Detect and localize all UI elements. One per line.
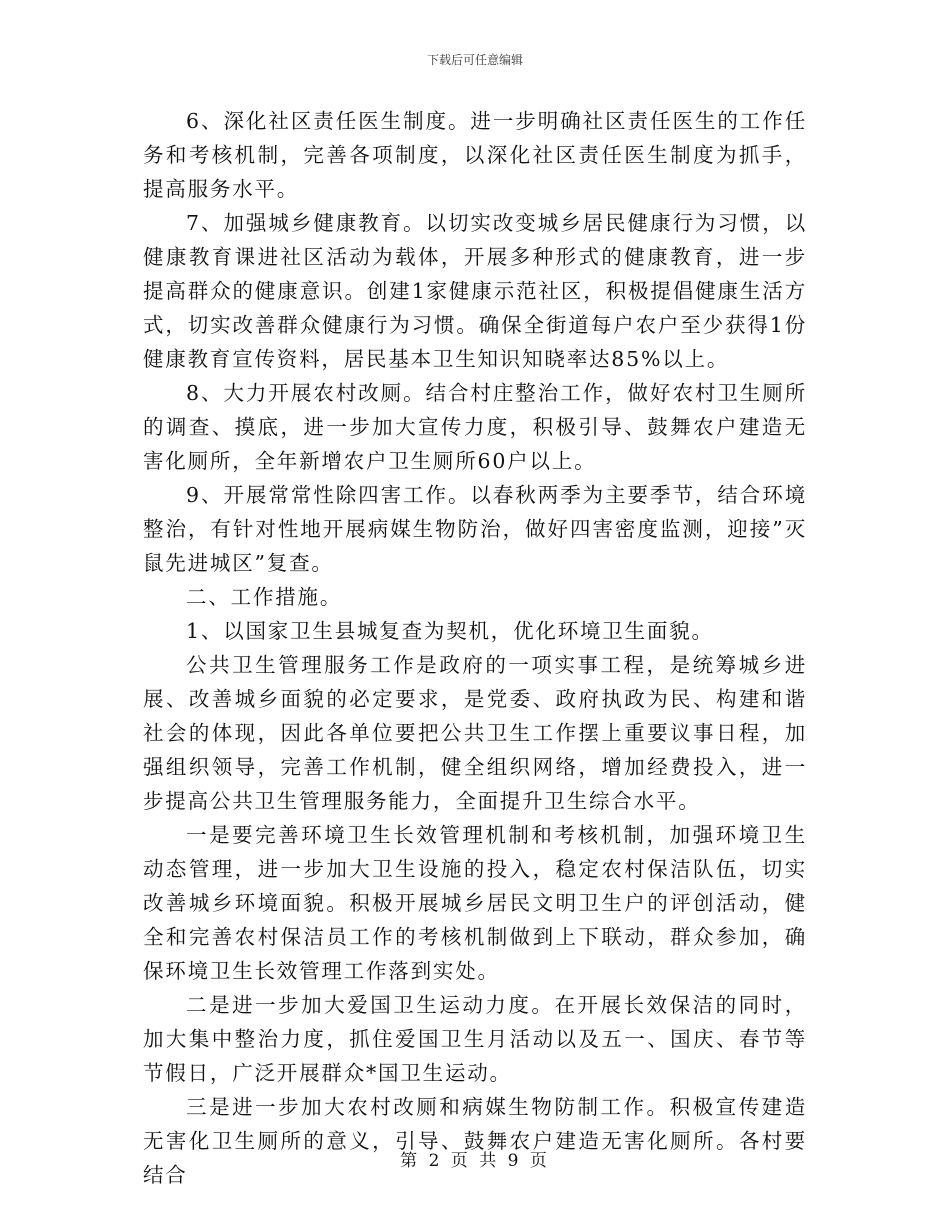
page-footer: 第 2 页 共 9 页 — [400, 1151, 550, 1171]
page-header: 下载后可任意编辑 — [426, 53, 523, 67]
paragraph-public-health: 公共卫生管理服务工作是政府的一项实事工程，是统筹城乡进展、改善城乡面貌的必定要求，是党委、政府执政为民、构建和谐社会的体现，因此各单位要把公共卫生工作摆上重要议事日程，加强组织领导，完善工作机制，健全组织网络，增加经费投入，进一步提高公共卫生管理服务能力，全面提升卫生综合水平。 — [143, 653, 807, 813]
section-heading-measures: 二、工作措施。 — [186, 585, 343, 609]
measure-heading-1: 1、以国家卫生县城复查为契机，优化环境卫生面貌。 — [186, 619, 714, 643]
paragraph-point-one: 一是要完善环境卫生长效管理机制和考核机制，加强环境卫生动态管理，进一步加大卫生设施的投入，稳定农村保洁队伍，切实改善城乡环境面貌。积极开展城乡居民文明卫生户的评创活动，健全和完善农村保洁员工作的考核机制做到上下联动，群众参加，确保环境卫生长效管理工作落到实处。 — [143, 823, 807, 983]
paragraph-point-three: 三是进一步加大农村改厕和病媒生物防制工作。积极宣传建造无害化卫生厕所的意义，引导、鼓舞农户建造无害化厕所。各村要结合 — [143, 1095, 807, 1187]
paragraph-item-8: 8、大力开展农村改厕。结合村庄整治工作，做好农村卫生厕所的调查、摸底，进一步加大宣传力度，积极引导、鼓舞农户建造无害化厕所，全年新增农户卫生厕所60户以上。 — [143, 381, 807, 473]
paragraph-item-6: 6、深化社区责任医生制度。进一步明确社区责任医生的工作任务和考核机制，完善各项制度，以深化社区责任医生制度为抓手，提高服务水平。 — [143, 109, 807, 201]
document-body — [143, 104, 807, 1192]
paragraph-point-two: 二是进一步加大爱国卫生运动力度。在开展长效保洁的同时，加大集中整治力度，抓住爱国卫生月活动以及五一、国庆、春节等节假日，广泛开展群众*国卫生运动。 — [143, 993, 807, 1085]
paragraph-item-7: 7、加强城乡健康教育。以切实改变城乡居民健康行为习惯，以健康教育课进社区活动为载体，开展多种形式的健康教育，进一步提高群众的健康意识。创建1家健康示范社区，积极提倡健康生活方式，切实改善群众健康行为习惯。确保全街道每户农户至少获得1份健康教育宣传资料，居民基本卫生知识知晓率达85%以上。 — [143, 211, 807, 371]
paragraph-item-9: 9、开展常常性除四害工作。以春秋两季为主要季节，结合环境整治，有针对性地开展病媒生物防治，做好四害密度监测，迎接”灭鼠先进城区”复查。 — [143, 483, 807, 575]
